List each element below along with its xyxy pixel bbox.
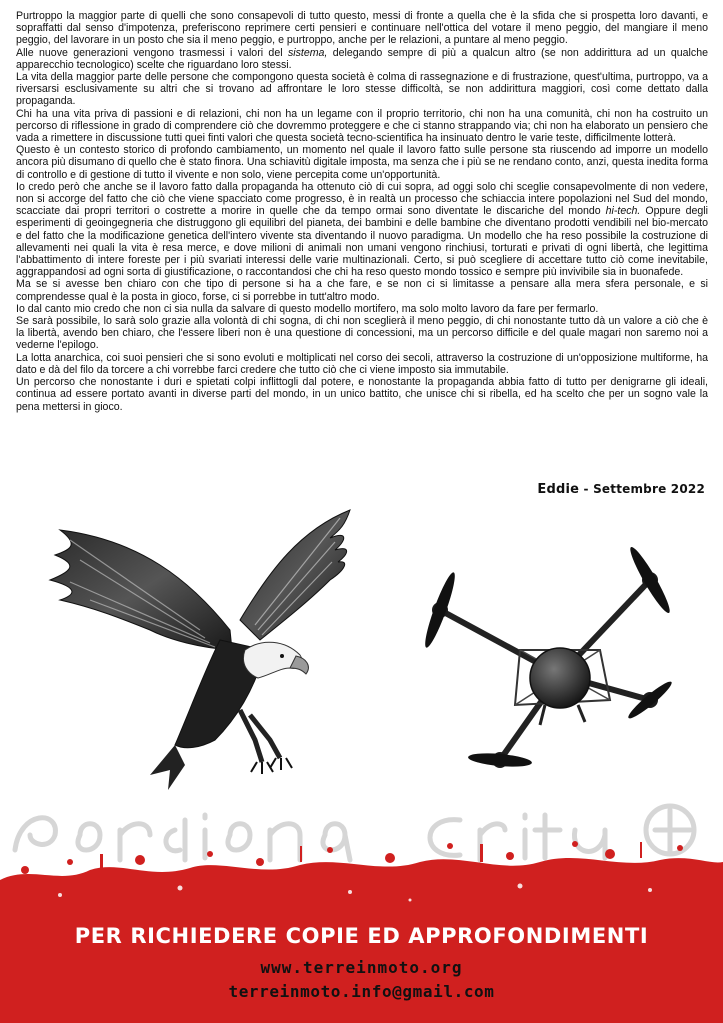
signature-date: - Settembre 2022 [579, 482, 705, 496]
paragraph-text: Oppure degli esperimenti di geoingegneria che distruggono gli equilibri del pianeta, dei bambini e delle bambine che diventano prodotti vendibili nel bio-mercato e del fatto che la modificazione genetica dell'intero vivente sta diventando il nuovo paradigma. Un modello che ha reso possibile la costruzione di allevamenti nei quali la vita è resa merce, e dove milioni di animali non umani vengono rinchiusi, torturati e privati di ogni libertà, che legittima l'abbattimento di intere foreste per i più svariati interessi delle varie multinazionali. Certo, si può scegliere di accettare tutto ciò come inevitabile, aggrappandosi ad ogni sorta di giustificazione, o raccontandosi che chi ha reso questo mondo tossico e sempre più invivibile sia in buonafede. [16, 205, 709, 279]
signature [537, 482, 705, 497]
paragraph: La vita della maggior parte delle persone che compongono questa società è colma di rassegnazione e di frustrazione, quest'ultima, purtroppo, va a riversarsi esclusivamente su altri che si trovano ad affrontare le loro stesse difficoltà, se non addirittura maggiori, così come dettato dalla propaganda. [16, 71, 708, 108]
paragraph [16, 47, 708, 71]
paragraph: Io dal canto mio credo che non ci sia nulla da salvare di questo modello mortifero, ma solo molto lavoro da fare per fermarlo. [16, 302, 599, 315]
emphasis-sistema: sistema, [287, 46, 328, 59]
website-link[interactable]: www.terreinmoto.org [260, 958, 463, 977]
paragraph: Questo è un contesto storico di profondo cambiamento, un momento nel quale il lavoro fatto sulle persone sta riuscendo ad imporre un modello ancora più disumano di quello che è stato finora. Una schiavitù digitale imposta, ma senza che i più se ne rendano conto, anzi, questa inedita forma di controllo e di gestione di tutto il vivente e non solo, viene percepita come un'opportunità. [16, 144, 708, 181]
paragraph: La lotta anarchica, coi suoi pensieri che si sono evoluti e moltiplicati nel corso dei secoli, attraverso la costruzione di un'opposizione multiforme, ha dato e dà del filo da torcere a chi vorrebbe farci credere che tutto ciò che ci viene imposto sia immutabile. [16, 351, 708, 376]
paragraph: Ma se si avesse ben chiaro con che tipo di persone si ha a che fare, e se non ci si limitasse a pensare alla mera sfera personale, e si comprendesse qual è la posta in gioco, forse, ci si porrebbe in tutt'altro modo. [16, 278, 708, 303]
drone-icon [421, 544, 675, 769]
footer-heading: PER RICHIEDERE COPIE ED APPROFONDIMENTI [74, 924, 649, 948]
footer [0, 840, 723, 1023]
paragraph-text: Io credo però che anche se il lavoro fatto dalla propaganda ha ottenuto ciò di cui sopra, ad oggi solo chi sceglie consapevolmente di non vedere, non si accorge del fatto che ciò che viene spacciato come progresso, è in realtà un processo che schiaccia intere popolazioni nel Sud del mondo, scacciate dai propri territori o costrette a morire in quelle che da tempo ormai sono diventate le discariche del mondo [16, 180, 708, 218]
signature-author: Eddie [537, 482, 580, 497]
paragraph: Purtroppo la maggior parte di quelli che sono consapevoli di tutto questo, messi di fronte a quella che è la sfida che si prospetta loro davanti, e sopraffatti dal senso d'impotenza, preferiscono reprimere certi pensieri e continuare nell'ottica del votare il meno peggio, del mangiare il meno peggio, del lavorare in un posto che sia il meno peggio, e purtroppo, anche per le relazioni, a puntare al meno peggio. [16, 10, 708, 47]
emphasis-hi-tech: hi-tech. [605, 205, 641, 218]
paragraph-text: Alle nuove generazioni vengono trasmessi i valori del [16, 46, 288, 59]
email-link[interactable]: terreinmoto.info@gmail.com [228, 982, 495, 1001]
paragraph: Se sarà possibile, lo sarà solo grazie alla volontà di chi sogna, di chi non sceglierà il meno peggio, di chi nonostante tutto dà un valore a ciò che è la libertà, avendo ben chiaro, che l'essere liberi non è una questione di concessioni, ma un percorso difficile e del quale magari non saremo noi a vederne l'epilogo. [16, 315, 708, 352]
eagle-icon [50, 510, 350, 790]
paragraph [16, 181, 708, 279]
paragraph: Un percorso che nonostante i duri e spietati colpi inflittogli dal potere, e nonostante la propaganda abbia fatto di tutto per denigrarne gli ideali, continua ad essere portato avanti in diverse parti del mondo, in un unico battito, che unisce chi si ribella, ed ha scelto che per un sogno vale la pena mettersi in gioco. [16, 376, 708, 413]
paragraph: Chi ha una vita priva di passioni e di relazioni, chi non ha un legame con il proprio territorio, chi non ha una comunità, chi non ha costruito un percorso di riflessione in grado di comprendere ciò che dovremmo proteggere e che ci stanno strappando via; chi non ha elaborato un pensiero che vada a rimettere in discussione tutti quei finti valori che questa società tecno-scientifica ha insinuato dentro le varie teste, difficilmente lotterà. [16, 107, 708, 145]
paragraph-text: delegando sempre di più a qualcun altro (se non addirittura ad un qualche apparecchio tecnologico) scelte che riguardano loro stessi. [16, 46, 708, 71]
eagle-and-drone-illustration [0, 500, 723, 800]
article-body [16, 10, 708, 413]
